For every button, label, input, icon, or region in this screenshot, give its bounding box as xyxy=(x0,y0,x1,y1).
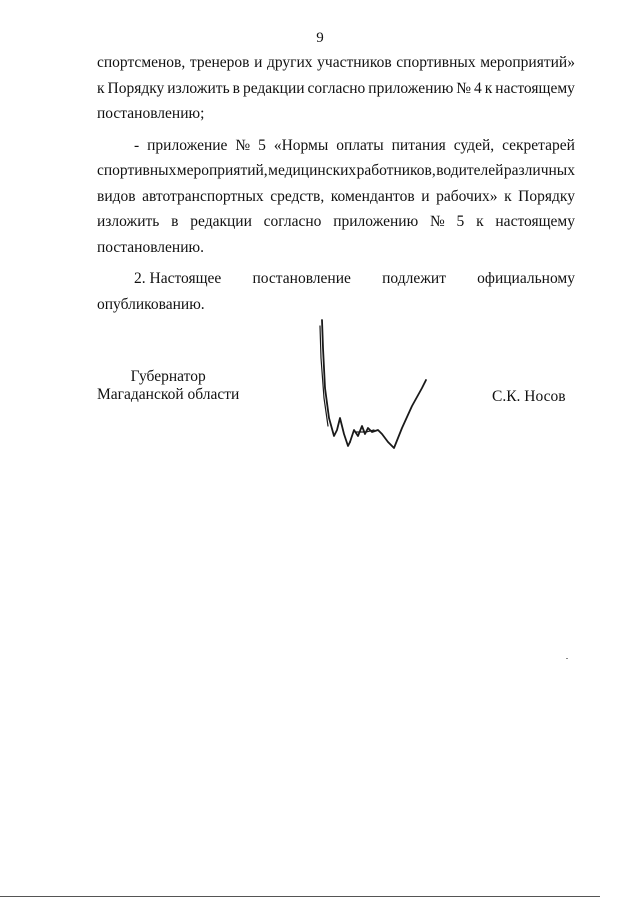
signatory-name: С.К. Носов xyxy=(492,388,566,405)
paragraph-1-line-3: постановлению; xyxy=(97,105,205,122)
word: изложить xyxy=(167,79,230,97)
word: оплаты xyxy=(336,136,384,154)
word: № xyxy=(235,136,251,154)
word: к xyxy=(484,79,493,97)
word: питания xyxy=(391,136,446,154)
word: Порядку xyxy=(518,187,575,205)
word: к xyxy=(476,213,484,230)
paragraph-1-line-2 xyxy=(97,76,575,102)
word: в xyxy=(171,213,179,230)
word: приложению xyxy=(333,213,419,230)
word: спортивных xyxy=(396,54,476,71)
word: других xyxy=(266,54,313,71)
word: 5 xyxy=(258,136,266,154)
word: 2. Настоящее xyxy=(134,270,222,287)
word: и xyxy=(421,187,430,205)
word: спортсменов, xyxy=(97,54,186,71)
word: средств, xyxy=(270,187,325,205)
handwritten-signature xyxy=(310,318,440,463)
signatory-title xyxy=(97,368,239,404)
word: 5 xyxy=(456,213,465,230)
paragraph-3-line-1 xyxy=(97,266,575,292)
word: участников xyxy=(317,54,392,71)
word: настоящему xyxy=(495,213,575,230)
word: секретарей xyxy=(502,136,575,154)
paragraph-2-line-5: постановлению. xyxy=(97,238,204,256)
word: водителей xyxy=(436,162,504,179)
word: различных xyxy=(503,162,575,179)
scan-artifact xyxy=(566,658,568,659)
document-body xyxy=(97,50,575,317)
word: видов xyxy=(97,187,136,205)
page-bottom-edge xyxy=(0,896,600,897)
word: «Нормы xyxy=(273,136,329,154)
word: 4 xyxy=(474,79,482,97)
paragraph-2-line-2 xyxy=(97,158,575,184)
word: приложению xyxy=(368,79,454,97)
word: редакции xyxy=(190,213,252,230)
word: № xyxy=(429,213,445,230)
paragraph-2-line-3 xyxy=(97,184,575,210)
paragraph-1-line-1 xyxy=(97,50,575,76)
signatory-title-line-2: Магаданской области xyxy=(97,386,240,403)
word: к xyxy=(97,79,105,97)
paragraph-2-line-1 xyxy=(97,133,575,159)
word: работников, xyxy=(356,162,436,179)
word: изложить xyxy=(97,213,160,230)
word: согласно xyxy=(263,213,322,230)
word: рабочих» xyxy=(436,187,498,205)
word: - xyxy=(134,136,140,154)
word: редакции xyxy=(242,79,305,97)
paragraph-3-line-2: опубликованию. xyxy=(97,295,205,313)
word: и xyxy=(254,54,263,71)
word: спортивных xyxy=(97,162,177,179)
word: в xyxy=(232,79,240,97)
word: автотранспортных xyxy=(142,187,264,205)
word: медицинских xyxy=(268,162,357,179)
word: мероприятий» xyxy=(480,54,575,71)
word: мероприятий, xyxy=(176,162,268,179)
word: № xyxy=(456,79,472,97)
word: постановление xyxy=(252,270,351,287)
word: судей, xyxy=(453,136,495,154)
word: приложение xyxy=(147,136,228,154)
word: подлежит xyxy=(382,270,446,287)
word: официальному xyxy=(477,270,575,287)
word: тренеров xyxy=(189,54,250,71)
paragraph-2-line-4 xyxy=(97,209,575,235)
word: к xyxy=(504,187,512,205)
word: согласно xyxy=(307,79,366,97)
page-number: 9 xyxy=(316,30,324,46)
word: Порядку xyxy=(107,79,165,97)
signatory-title-line-1: Губернатор xyxy=(130,368,206,385)
word: настоящему xyxy=(495,79,575,97)
word: комендантов xyxy=(330,187,415,205)
